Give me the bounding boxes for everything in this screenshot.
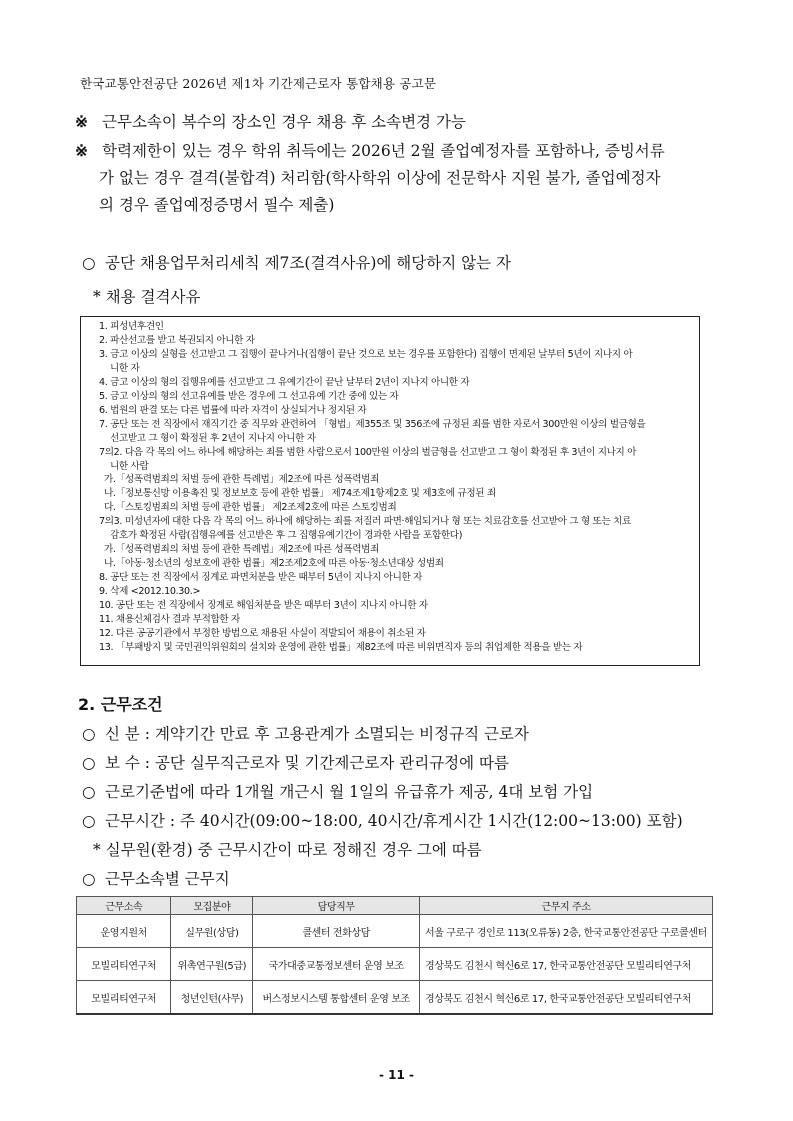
disq-line: 3. 금고 이상의 실형을 선고받고 그 집행이 끝나거나(집행이 끝난 것으로 보는 경우를 포함한다) 집행이 면제된 날부터 5년이 지나지 아 (99, 348, 633, 360)
document-header: 한국교통안전공단 2026년 제1차 기간제근로자 통합채용 공고문 (80, 76, 437, 91)
note-education (75, 139, 725, 217)
table-cell: 위촉연구원(5급) (171, 948, 253, 981)
condition-text: 근무시간 : 주 40시간(09:00~18:00, 40시간/휴게시간 1시간(12:00~13:00) 포함) (105, 812, 683, 830)
column-header: 담당직무 (253, 897, 420, 915)
circle-bullet: ○ (82, 254, 96, 272)
disq-line: 10. 공단 또는 전 직장에서 징계로 해임처분을 받은 때부터 3년이 지나지 아니한 자 (99, 600, 428, 612)
table-header-row (77, 897, 713, 915)
note-text-line3: 의 경우 졸업예정증명서 필수 제출) (99, 196, 335, 214)
circle-bullet: ○ (82, 725, 96, 743)
location-intro (82, 867, 230, 889)
disq-line: 나.「정보통신망 이용촉진 및 정보보호 등에 관한 법률」 제74조제1항제2호 및 제3호에 규정된 죄 (104, 488, 496, 500)
condition-status (82, 722, 529, 744)
location-table (76, 896, 713, 1015)
disqualification-box (80, 316, 700, 666)
disq-line: 7의3. 미성년자에 대한 다음 각 목의 어느 하나에 해당하는 죄를 저질러 파면·해임되거나 형 또는 치료감호를 선고받아 그 형 또는 치료 (99, 516, 631, 528)
disq-line: 7의2. 다음 각 목의 어느 하나에 해당하는 죄를 범한 사람으로서 100만원 이상의 벌금형을 선고받고 그 형이 확정된 후 3년이 지나지 아 (99, 446, 637, 458)
disq-line: 1. 피성년후견인 (99, 321, 164, 332)
condition-text: 근로기준법에 따라 1개월 개근시 월 1일의 유급휴가 제공, 4대 보험 가입 (105, 783, 594, 801)
column-header: 모집분야 (171, 897, 253, 915)
disq-line: 6. 법원의 판결 또는 다른 법률에 따라 자격이 상실되거나 정지된 자 (99, 404, 367, 416)
table-row (77, 981, 713, 1015)
disq-line: 9. 삭제 <2012.10.30.> (99, 586, 201, 598)
circle-bullet: ○ (82, 870, 96, 888)
disq-line: 선고받고 그 형이 확정된 후 2년이 지나지 아니한 자 (110, 432, 316, 444)
condition-text: 보 수 : 공단 실무직근로자 및 기간제근로자 관리규정에 따름 (105, 754, 509, 772)
table-cell: 청년인턴(사무) (171, 981, 253, 1015)
disq-line: 4. 금고 이상의 형의 집행유예를 선고받고 그 유예기간이 끝난 날부터 2년이 지나지 아니한 자 (99, 376, 470, 388)
circle-bullet: ○ (82, 783, 96, 801)
disq-line: 7. 공단 또는 전 직장에서 재직기간 중 직무와 관련하여 「형법」제355조 및 356조에 규정된 죄를 범한 자로서 300만원 이상의 벌금형을 (99, 418, 646, 430)
table-cell: 실무원(상담) (171, 915, 253, 948)
section-title: 2. 근무조건 (78, 695, 163, 714)
table-cell: 서울 구로구 경인로 113(오류동) 2층, 한국교통안전공단 구로콜센터 (420, 915, 713, 948)
note-text: 근무소속이 복수의 장소인 경우 채용 후 소속변경 가능 (102, 113, 466, 131)
hours-sub-note: * 실무원(환경) 중 근무시간이 따로 정해진 경우 그에 따름 (93, 841, 482, 859)
note-mark: ※ (75, 112, 88, 131)
disqualification-intro (82, 251, 511, 273)
condition-hours (82, 809, 683, 831)
disq-line: 니한 사람 (110, 460, 149, 472)
circle-bullet: ○ (82, 754, 96, 772)
disq-line: 5. 금고 이상의 형의 선고유예를 받은 경우에 그 선고유예 기간 중에 있는 자 (99, 390, 399, 402)
circle-bullet: ○ (82, 812, 96, 830)
table-cell: 국가대중교통정보센터 운영 보조 (253, 948, 420, 981)
disq-line: 감호가 확정된 사람(집행유예를 선고받은 후 그 집행유예기간이 경과한 사람을 포함한다) (110, 530, 463, 542)
table-cell: 경상북도 김천시 혁신6로 17, 한국교통안전공단 모빌리티연구처 (420, 981, 713, 1015)
disq-line: 가.「성폭력범죄의 처벌 등에 관한 특례법」제2조에 따른 성폭력범죄 (104, 474, 379, 486)
disq-line: 다.「스토킹범죄의 처벌 등에 관한 법률」 제2조제2호에 따른 스토킹범죄 (104, 502, 397, 514)
disq-line: 가.「성폭력범죄의 처벌 등에 관한 특례법」제2조에 따른 성폭력범죄 (104, 544, 379, 556)
disq-line: 나.「아동·청소년의 성보호에 관한 법률」제2조제2호에 따른 아동·청소년대상 성범죄 (104, 558, 444, 570)
table-cell: 콜센터 전화상담 (253, 915, 420, 948)
disq-line: 2. 파산선고를 받고 복권되지 아니한 자 (99, 334, 255, 346)
note-text-line1: 학력제한이 있는 경우 학위 취득에는 2026년 2월 졸업예정자를 포함하나, 증빙서류 (102, 142, 665, 160)
table-cell: 운영지원처 (77, 915, 171, 948)
disq-line: 8. 공단 또는 전 직장에서 징계로 파면처분을 받은 때부터 5년이 지나지 아니한 자 (99, 572, 423, 584)
table-cell: 모빌리티연구처 (77, 948, 171, 981)
disq-line: 12. 다른 공공기관에서 부정한 방법으로 채용된 사실이 적발되어 채용이 취소된 자 (99, 627, 426, 639)
disq-line: 13. 「부패방지 및 국민권익위원회의 설치와 운영에 관한 법률」제82조에 따른 비위면직자 등의 취업제한 적용을 받는 자 (99, 641, 583, 653)
note-mark: ※ (75, 141, 88, 160)
disqualification-intro-text: 공단 채용업무처리세칙 제7조(결격사유)에 해당하지 않는 자 (105, 254, 511, 272)
location-intro-text: 근무소속별 근무지 (105, 870, 230, 888)
disq-line: 11. 채용신체검사 결과 부적합한 자 (99, 614, 240, 626)
condition-pay (82, 751, 509, 773)
table-row (77, 915, 713, 948)
disq-line: 니한 자 (110, 362, 140, 374)
table-row (77, 948, 713, 981)
column-header: 근무소속 (77, 897, 171, 915)
note-text-line2: 가 없는 경우 결격(불합격) 처리함(학사학위 이상에 전문학사 지원 불가, 졸업예정자 (99, 169, 661, 187)
table-cell: 경상북도 김천시 혁신6로 17, 한국교통안전공단 모빌리티연구처 (420, 948, 713, 981)
note-transfer (75, 110, 725, 134)
table-cell: 버스정보시스템 통합센터 운영 보조 (253, 981, 420, 1015)
condition-text: 신 분 : 계약기간 만료 후 고용관계가 소멸되는 비정규직 근로자 (105, 725, 529, 743)
disqualification-subtitle: * 채용 결격사유 (93, 288, 201, 306)
condition-leave (82, 780, 593, 802)
table-cell: 모빌리티연구처 (77, 981, 171, 1015)
column-header: 근무지 주소 (420, 897, 713, 915)
page-number: - 11 - (378, 1068, 414, 1082)
